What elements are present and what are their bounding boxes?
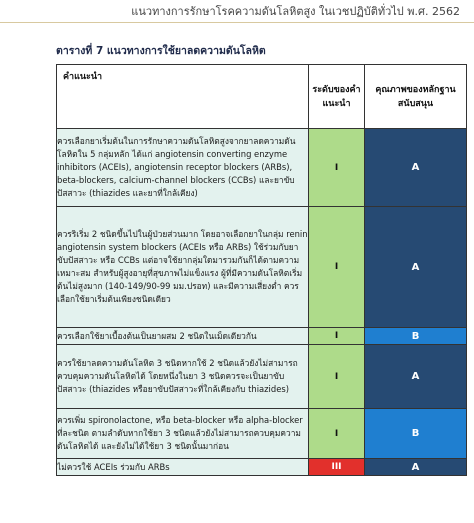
table-row [57,129,467,207]
table-row [57,207,467,328]
table-row [57,409,467,459]
running-head: แนวทางการรักษาโรคความดันโลหิตสูง ในเวชปฏิบัติทั่วไป พ.ศ. 2562 [131,5,460,18]
table-header-row [57,65,467,129]
level-cell: III [309,459,365,476]
quality-cell: B [365,328,467,345]
level-cell: I [309,345,365,409]
recommendation-text: ควรเลือกใช้ยาเบื้องต้นเป็นยาผสม 2 ชนิดในเม็ดเดียวกัน [57,328,309,345]
table-title: ตารางที่ 7 แนวทางการใช้ยาลดความดันโลหิต [56,45,266,57]
level-cell: I [309,409,365,459]
level-cell: I [309,328,365,345]
header-recommendation: คำแนะนำ [57,65,309,129]
recommendation-text: ควรเลือกยาเริ่มต้นในการรักษาความดันโลหิตสูงจากยาลดความดันโลหิตใน 5 กลุ่มหลัก ได้แก่ angiotensin converting enzyme inhibitors (ACEIs), angiotensin receptor blockers (ARBs), beta-blockers, calcium-channel blockers (CCBs) และยาขับปัสสาวะ (thiazides และยาที่ใกล้เคียง) [57,129,309,207]
recommendation-text: ไม่ควรใช้ ACEIs ร่วมกับ ARBs [57,459,309,476]
quality-cell: A [365,207,467,328]
recommendation-text: ควรเพิ่ม spironolactone, หรือ beta-blocker หรือ alpha-blocker ที่ละชนิด ตามลำดับหากใช้ยา 3 ชนิดแล้วยังไม่สามารถควบคุมความดันโลหิตได้ และยังไม่ได้ใช้ยา 3 ชนิดนั้นมาก่อน [57,409,309,459]
table-row [57,459,467,476]
quality-cell: A [365,345,467,409]
recommendation-text: ควรใช้ยาลดความดันโลหิต 3 ชนิดหากใช้ 2 ชนิดแล้วยังไม่สามารถควบคุมความดันโลหิตได้ โดยหนึ่งในยา 3 ชนิดควรจะเป็นยาขับปัสสาวะ (thiazides หรือยาขับปัสสาวะที่ใกล้เคียงกับ thiazides) [57,345,309,409]
table-row [57,345,467,409]
recommendation-table [56,64,467,476]
recommendation-text: ควรริเริ่ม 2 ชนิดขึ้นไปในผู้ป่วยส่วนมาก โดยอาจเลือกยาในกลุ่ม renin angiotensin system blockers (ACEIs หรือ ARBs) ใช้ร่วมกับยาขับปัสสาวะ หรือ CCBs แต่อาจใช้ยากลุ่มใดมารวมกันก็ได้ตามความเหมาะสม สำหรับผู้สูงอายุที่สุขภาพไม่แข็งแรง ผู้ที่มีความดันโลหิตเริ่มต้นไม่สูงมาก (140-149/90-99 มม.ปรอท) และมีความเสี่ยงต่ำ ควรเลือกใช้ยาเริ่มต้นเพียงชนิดเดียว [57,207,309,328]
quality-cell: A [365,459,467,476]
page-header [0,0,474,23]
header-level: ระดับของคำแนะนำ [309,65,365,129]
header-quality: คุณภาพของหลักฐานสนับสนุน [365,65,467,129]
level-cell: I [309,129,365,207]
quality-cell: B [365,409,467,459]
quality-cell: A [365,129,467,207]
table-row [57,328,467,345]
level-cell: I [309,207,365,328]
